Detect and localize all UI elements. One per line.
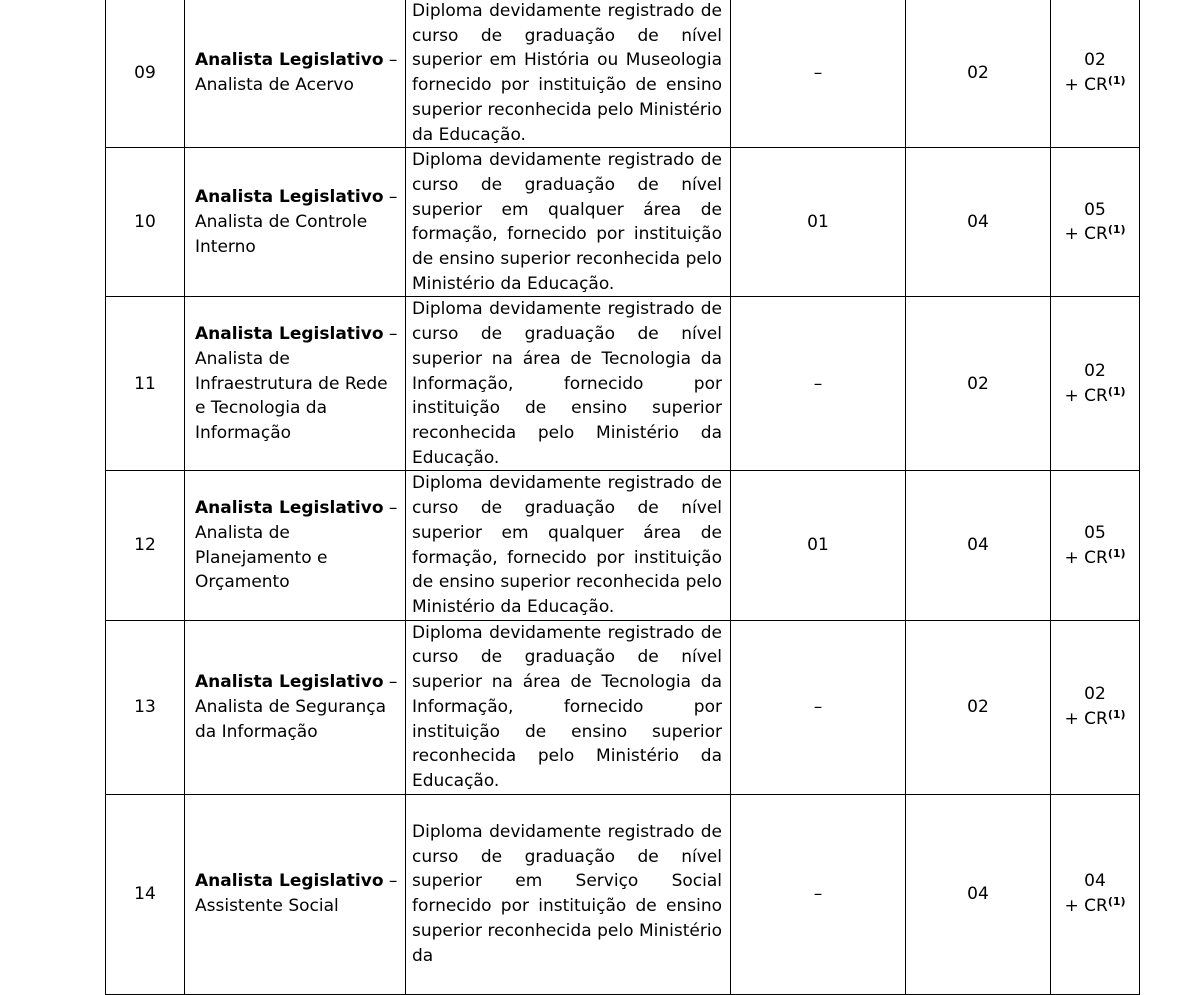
cr-label: + CR: [1064, 75, 1108, 96]
cadastro-reserva: [1051, 73, 1139, 98]
cr-footnote: (1): [1107, 895, 1126, 909]
cr-label: + CR: [1064, 224, 1108, 245]
ampla-concorrencia-vagas: 04: [906, 794, 1051, 994]
cargo-title: Analista Legislativo: [195, 871, 384, 892]
requisito-text: Diploma devidamente registrado de curso de graduação de nível superior em qualquer área de formação, fornecido por instituição de ensino superior reconhecida pelo Ministério da Educação.: [412, 473, 722, 617]
cr-label: + CR: [1064, 709, 1108, 730]
cargo-title: Analista Legislativo: [195, 324, 384, 345]
cargo-dash: –: [383, 672, 398, 693]
requisito-text: Diploma devidamente registrado de curso de graduação de nível superior em qualquer área de formação, fornecido por instituição de ensino superior reconhecida pelo Ministério da Educação.: [412, 150, 722, 294]
cadastro-reserva: [1051, 222, 1139, 247]
pcd-vagas: –: [731, 0, 906, 148]
cr-label: + CR: [1064, 896, 1108, 917]
cr-footnote: (1): [1107, 546, 1126, 560]
cargo-dash: –: [383, 187, 398, 208]
cargo-cell: [185, 620, 406, 794]
cargo-dash: –: [383, 324, 398, 345]
cadastro-reserva: [1051, 894, 1139, 919]
requisito-cell: [406, 471, 731, 620]
requisito-cell: [406, 620, 731, 794]
total-vagas: 04: [1084, 871, 1106, 892]
ampla-concorrencia-vagas: 04: [906, 148, 1051, 297]
cargo-title: Analista Legislativo: [195, 50, 384, 71]
cargo-title: Analista Legislativo: [195, 187, 384, 208]
cargo-cell: [185, 471, 406, 620]
row-number: 13: [106, 620, 185, 794]
vacancy-table: [105, 0, 1140, 995]
requisito-cell: [406, 148, 731, 297]
cr-label: + CR: [1064, 547, 1108, 568]
total-vagas: 02: [1084, 361, 1106, 382]
requisito-text: Diploma devidamente registrado de curso de graduação de nível superior em História ou Museologia fornecido por instituição de ensino superior reconhecida pelo Ministério da Educação.: [412, 1, 722, 145]
cargo-cell: [185, 0, 406, 148]
cargo-subtitle: Analista de Controle Interno: [195, 211, 368, 257]
cargo-cell: [185, 794, 406, 994]
cargo-title: Analista Legislativo: [195, 672, 384, 693]
row-number: 11: [106, 297, 185, 471]
pcd-vagas: 01: [731, 148, 906, 297]
row-number: 09: [106, 0, 185, 148]
total-vagas-cell: [1051, 297, 1140, 471]
requisito-cell: [406, 794, 731, 994]
cr-footnote: (1): [1107, 74, 1126, 88]
cargo-dash: –: [383, 498, 398, 519]
row-number: 12: [106, 471, 185, 620]
cargo-dash: –: [383, 50, 398, 71]
cadastro-reserva: [1051, 546, 1139, 571]
table-row: [106, 794, 1140, 994]
ampla-concorrencia-vagas: 02: [906, 297, 1051, 471]
table-row: [106, 471, 1140, 620]
vacancy-table-body: [106, 0, 1140, 994]
cargo-cell: [185, 148, 406, 297]
ampla-concorrencia-vagas: 02: [906, 0, 1051, 148]
total-vagas: 02: [1084, 50, 1106, 71]
cr-footnote: (1): [1107, 384, 1126, 398]
cr-label: + CR: [1064, 385, 1108, 406]
cargo-title: Analista Legislativo: [195, 498, 384, 519]
row-number: 14: [106, 794, 185, 994]
pcd-vagas: –: [731, 794, 906, 994]
table-row: [106, 620, 1140, 794]
cargo-subtitle: Analista de Segurança da Informação: [195, 696, 387, 742]
pcd-vagas: –: [731, 620, 906, 794]
requisito-text: Diploma devidamente registrado de curso de graduação de nível superior na área de Tecnologia da Informação, fornecido por instituição de ensino superior reconhecida pelo Ministério da Educação.: [412, 622, 722, 791]
cargo-subtitle: Analista de Infraestrutura de Rede e Tecnologia da Informação: [195, 348, 388, 443]
requisito-text: Diploma devidamente registrado de curso de graduação de nível superior na área de Tecnologia da Informação, fornecido por instituição de ensino superior reconhecida pelo Ministério da Educação.: [412, 299, 722, 468]
cargo-cell: [185, 297, 406, 471]
total-vagas-cell: [1051, 794, 1140, 994]
total-vagas-cell: [1051, 148, 1140, 297]
requisito-cell: [406, 297, 731, 471]
cadastro-reserva: [1051, 384, 1139, 409]
ampla-concorrencia-vagas: 04: [906, 471, 1051, 620]
cargo-subtitle: Analista de Planejamento e Orçamento: [195, 522, 328, 593]
total-vagas: 05: [1084, 199, 1106, 220]
total-vagas-cell: [1051, 620, 1140, 794]
requisito-cell: [406, 0, 731, 148]
requisito-text: Diploma devidamente registrado de curso de graduação de nível superior em Serviço Social fornecido por instituição de ensino superior reconhecida pelo Ministério da: [412, 822, 722, 966]
cargo-dash: –: [383, 871, 398, 892]
total-vagas: 05: [1084, 522, 1106, 543]
pcd-vagas: 01: [731, 471, 906, 620]
table-row: [106, 0, 1140, 148]
cr-footnote: (1): [1107, 708, 1126, 722]
total-vagas: 02: [1084, 684, 1106, 705]
ampla-concorrencia-vagas: 02: [906, 620, 1051, 794]
cargo-subtitle: Assistente Social: [195, 896, 339, 917]
total-vagas-cell: [1051, 471, 1140, 620]
cargo-subtitle: Analista de Acervo: [195, 75, 354, 96]
total-vagas-cell: [1051, 0, 1140, 148]
row-number: 10: [106, 148, 185, 297]
table-row: [106, 297, 1140, 471]
cadastro-reserva: [1051, 707, 1139, 732]
cr-footnote: (1): [1107, 223, 1126, 237]
table-row: [106, 148, 1140, 297]
pcd-vagas: –: [731, 297, 906, 471]
